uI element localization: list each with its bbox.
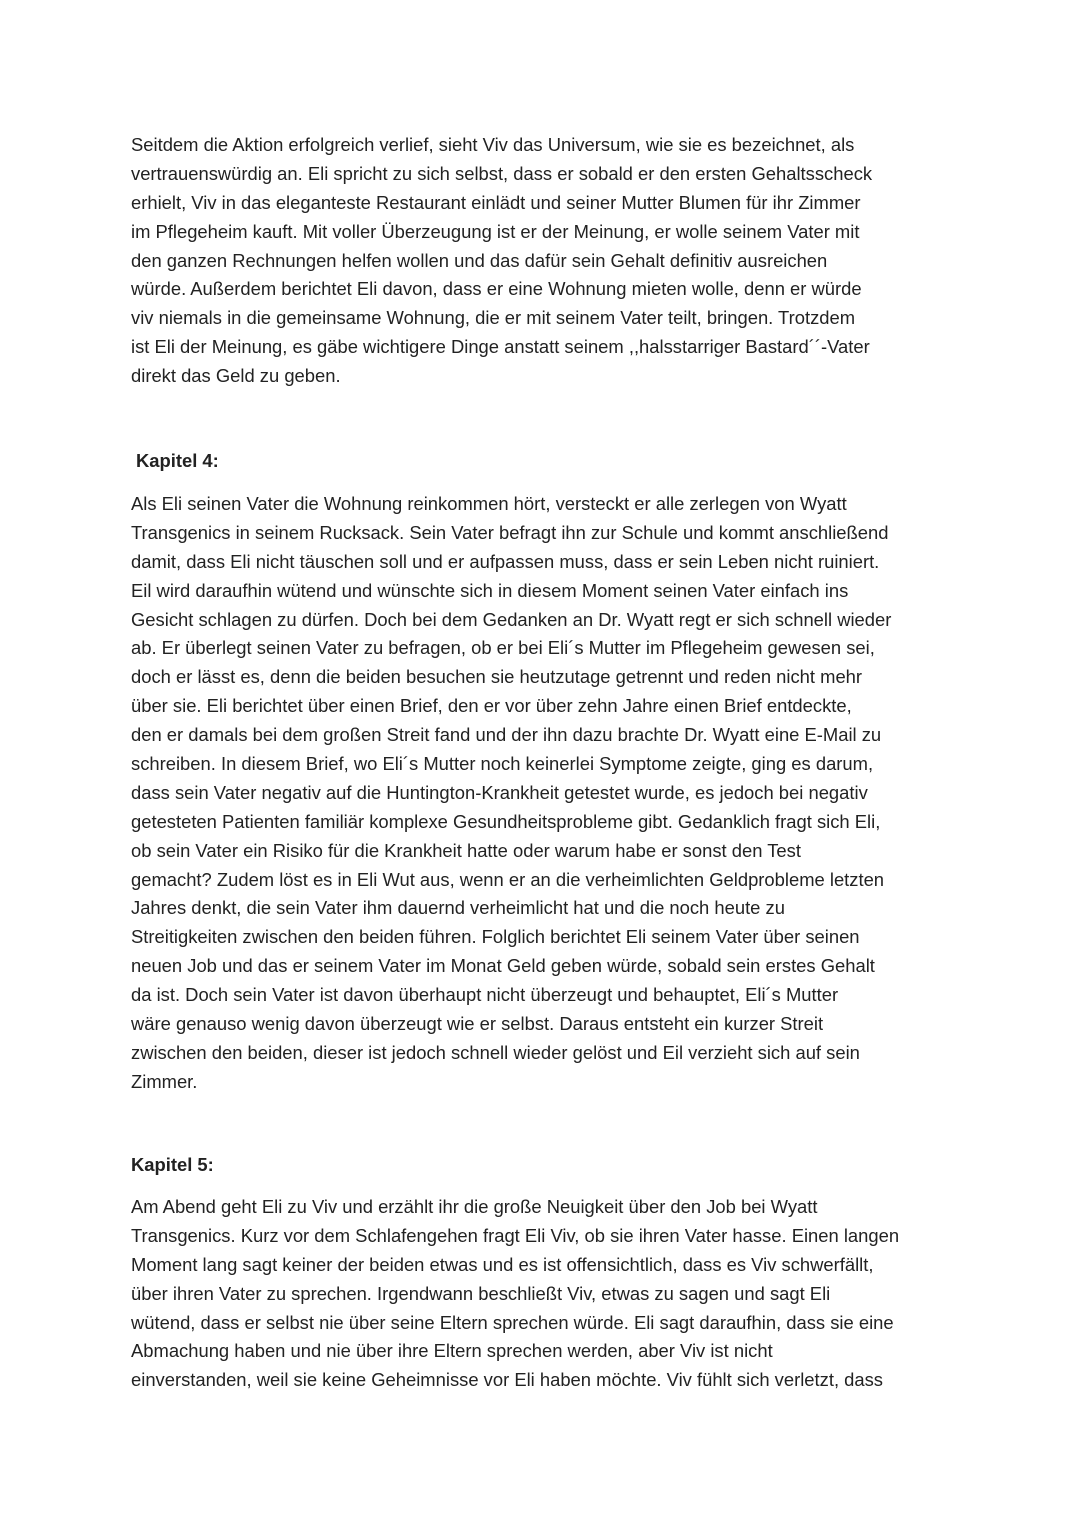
text-line: den ganzen Rechnungen helfen wollen und das dafür sein Gehalt definitiv ausreichen bbox=[131, 249, 828, 271]
text-line: Abmachung haben und nie über ihre Eltern sprechen werden, aber Viv ist nicht bbox=[131, 1340, 773, 1362]
chapter-5-paragraph bbox=[131, 1193, 961, 1395]
text-line: zwischen den beiden, dieser ist jedoch schnell wieder gelöst und Eil verzieht sich auf sein bbox=[131, 1041, 860, 1063]
text-line: Seitdem die Aktion erfolgreich verlief, sieht Viv das Universum, wie sie es bezeichnet, als bbox=[131, 134, 855, 155]
text-line: direkt das Geld zu geben. bbox=[131, 365, 341, 387]
chapter-4-heading: Kapitel 4: bbox=[136, 450, 219, 471]
text-line: ist Eli der Meinung, es gäbe wichtigere Dinge anstatt seinem ,,halsstarriger Bastard´´-Vater bbox=[131, 336, 870, 358]
text-line: Moment lang sagt keiner der beiden etwas und es ist offensichtlich, dass es Viv schwerfällt, bbox=[131, 1253, 874, 1275]
text-line: damit, dass Eli nicht täuschen soll und er aufpassen muss, dass er sein Leben nicht ruiniert. bbox=[131, 550, 880, 572]
paragraph-intro bbox=[131, 131, 961, 391]
text-line: Am Abend geht Eli zu Viv und erzählt ihr die große Neuigkeit über den Job bei Wyatt bbox=[131, 1196, 818, 1217]
text-line: wütend, dass er selbst nie über seine Eltern sprechen würde. Eli sagt daraufhin, dass sie eine bbox=[131, 1311, 894, 1333]
text-line: schreiben. In diesem Brief, wo Eli´s Mutter noch keinerlei Symptome zeigte, ging es darum, bbox=[131, 753, 874, 775]
chapter-5-heading: Kapitel 5: bbox=[131, 1154, 214, 1175]
text-line: doch er lässt es, denn die beiden besuchen sie heutzutage getrennt und reden nicht mehr bbox=[131, 666, 863, 688]
text-line: wäre genauso wenig davon überzeugt wie er selbst. Daraus entsteht ein kurzer Streit bbox=[131, 1013, 824, 1035]
text-line: im Pflegeheim kauft. Mit voller Überzeugung ist er der Meinung, er wolle seinem Vater mit bbox=[131, 220, 860, 242]
text-line: einverstanden, weil sie keine Geheimnisse vor Eli haben möchte. Viv fühlt sich verletzt, dass bbox=[131, 1369, 884, 1391]
text-line: getesteten Patienten familiär komplexe Gesundheitsprobleme gibt. Gedanklich fragt sich Eli, bbox=[131, 810, 881, 832]
text-line: viv niemals in die gemeinsame Wohnung, die er mit seinem Vater teilt, bringen. Trotzdem bbox=[131, 307, 856, 329]
chapter-4-paragraph bbox=[131, 490, 961, 1097]
text-line: ob sein Vater ein Risiko für die Krankheit hatte oder warum habe er sonst den Test bbox=[131, 839, 801, 861]
text-line: über ihren Vater zu sprechen. Irgendwann beschließt Viv, etwas zu sagen und sagt Eli bbox=[131, 1282, 831, 1304]
text-line: Transgenics. Kurz vor dem Schlafengehen fragt Eli Viv, ob sie ihren Vater hasse. Einen langen bbox=[131, 1224, 900, 1246]
text-line: Als Eli seinen Vater die Wohnung reinkommen hört, versteckt er alle zerlegen von Wyatt bbox=[131, 493, 847, 514]
text-line: dass sein Vater negativ auf die Huntington-Krankheit getestet wurde, es jedoch bei negativ bbox=[131, 781, 868, 803]
text-line: Transgenics in seinem Rucksack. Sein Vater befragt ihn zur Schule und kommt anschließend bbox=[131, 521, 889, 543]
text-line: ab. Er überlegt seinen Vater zu befragen, ob er bei Eli´s Mutter im Pflegeheim gewesen sei, bbox=[131, 637, 875, 659]
text-line: da ist. Doch sein Vater ist davon überhaupt nicht überzeugt und behauptet, Eli´s Mutter bbox=[131, 984, 839, 1006]
text-line: würde. Außerdem berichtet Eli davon, dass er eine Wohnung mieten wolle, denn er würde bbox=[131, 278, 862, 300]
text-line: erhielt, Viv in das eleganteste Restaurant einlädt und seiner Mutter Blumen für ihr Zimmer bbox=[131, 191, 861, 213]
text-line: Jahres denkt, die sein Vater ihm dauernd verheimlicht hat und die noch heute zu bbox=[131, 897, 785, 919]
text-line: gemacht? Zudem löst es in Eli Wut aus, wenn er an die verheimlichten Geldprobleme letzten bbox=[131, 868, 885, 890]
text-line: über sie. Eli berichtet über einen Brief, den er vor über zehn Jahre einen Brief entdeckte, bbox=[131, 695, 852, 717]
text-line: Gesicht schlagen zu dürfen. Doch bei dem Gedanken an Dr. Wyatt regt er sich schnell wieder bbox=[131, 608, 892, 630]
text-line: Zimmer. bbox=[131, 1070, 198, 1092]
text-line: den er damals bei dem großen Streit fand und der ihn dazu brachte Dr. Wyatt eine E-Mail zu bbox=[131, 724, 882, 746]
text-line: Eil wird daraufhin wütend und wünschte sich in diesem Moment seinen Vater einfach ins bbox=[131, 579, 849, 601]
text-line: vertrauenswürdig an. Eli spricht zu sich selbst, dass er sobald er den ersten Gehaltsscheck bbox=[131, 162, 873, 184]
text-line: Streitigkeiten zwischen den beiden führen. Folglich berichtet Eli seinem Vater über seinen bbox=[131, 926, 860, 948]
text-line: neuen Job und das er seinem Vater im Monat Geld geben würde, sobald sein erstes Gehalt bbox=[131, 955, 875, 977]
